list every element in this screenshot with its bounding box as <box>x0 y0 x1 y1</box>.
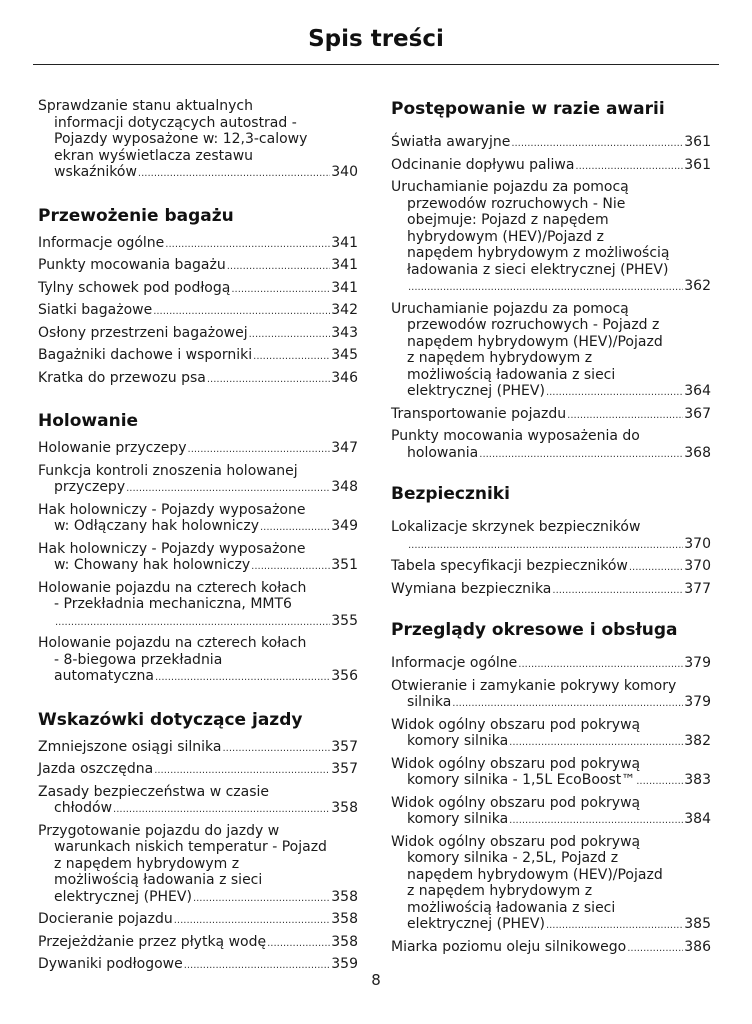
dot-leader <box>552 583 683 600</box>
toc-page-number: 382 <box>684 733 711 749</box>
toc-page-number: 383 <box>684 772 711 788</box>
toc-entry[interactable] <box>391 301 711 402</box>
toc-page-number: 355 <box>331 612 358 629</box>
toc-entry[interactable] <box>38 580 358 632</box>
toc-entry-text: automatyczna <box>54 668 154 684</box>
toc-entry-text: obejmuje: Pojazd z napędem <box>407 212 609 228</box>
toc-entry-text: Przygotowanie pojazdu do jazdy w <box>38 822 280 839</box>
toc-entry-text: elektrycznej (PHEV) <box>407 383 545 399</box>
toc-entry[interactable] <box>391 756 711 791</box>
toc-page-number: 342 <box>331 302 358 318</box>
toc-entry-text: Widok ogólny obszaru pod pokrywą <box>391 794 641 811</box>
toc-entry[interactable] <box>391 678 711 713</box>
toc-entry-text: możliwością ładowania z sieci <box>407 366 616 383</box>
toc-page-number: 379 <box>684 694 711 710</box>
toc-entry-text: Zmniejszone osiągi silnika <box>38 738 222 755</box>
dot-leader <box>546 918 683 935</box>
dot-leader <box>193 891 330 908</box>
dot-leader <box>511 136 683 153</box>
toc-page-number: 370 <box>684 558 711 574</box>
toc-entry-text: Sprawdzanie stanu aktualnych <box>38 98 254 114</box>
section-heading: Holowanie <box>38 411 139 431</box>
toc-entry-text: - 8-biegowa przekładnia <box>54 651 223 668</box>
toc-page-number: 359 <box>331 956 358 972</box>
toc-entry-text: Osłony przestrzeni bagażowej <box>38 324 248 341</box>
dot-leader <box>249 327 331 344</box>
toc-entry-text: Transportowanie pojazdu <box>391 405 567 422</box>
toc-entry[interactable] <box>38 934 358 953</box>
toc-page-number: 347 <box>331 440 358 456</box>
toc-entry-text: Informacje ogólne <box>391 655 518 671</box>
dot-leader <box>629 560 683 577</box>
dot-leader <box>155 670 330 687</box>
toc-page-number: 379 <box>684 655 711 671</box>
toc-entry[interactable] <box>38 739 358 758</box>
toc-page-number: 340 <box>331 164 358 180</box>
toc-page-number: 361 <box>684 134 711 150</box>
dot-leader <box>509 813 683 830</box>
toc-page-number: 377 <box>684 580 711 597</box>
toc-entry[interactable] <box>38 257 358 276</box>
toc-entry[interactable] <box>38 784 358 819</box>
toc-entry[interactable] <box>38 761 358 780</box>
toc-entry-text: holowania <box>407 444 479 461</box>
toc-entry-text: elektrycznej (PHEV) <box>407 916 545 932</box>
toc-entry-text: hybrydowym (HEV)/Pojazd z <box>407 228 604 245</box>
dot-leader <box>253 349 330 366</box>
toc-entry-text: możliwością ładowania z sieci <box>54 872 263 888</box>
dot-leader <box>207 372 330 389</box>
toc-entry[interactable] <box>391 134 711 153</box>
toc-entry-text: ekran wyświetlacza zestawu <box>54 147 254 164</box>
toc-entry-text: Informacje ogólne <box>38 234 165 251</box>
toc-entry-text: - Przekładnia mechaniczna, MMT6 <box>54 596 292 612</box>
toc-entry-text: Dywaniki podłogowe <box>38 956 183 972</box>
toc-entry-text: Holowanie pojazdu na czterech kołach <box>38 635 307 651</box>
toc-entry-text: Miarka poziomu oleju silnikowego <box>391 938 627 955</box>
toc-page-number: 357 <box>331 761 358 777</box>
toc-entry[interactable] <box>38 302 358 321</box>
dot-leader <box>546 385 683 402</box>
toc-entry[interactable] <box>38 98 358 183</box>
dot-leader <box>222 741 330 758</box>
toc-entry-text: Odcinanie dopływu paliwa <box>391 156 575 173</box>
toc-entry-text: Holowanie pojazdu na czterech kołach <box>38 579 307 596</box>
section-heading: Postępowanie w razie awarii <box>391 99 665 119</box>
toc-entry-text: w: Odłączany hak holowniczy <box>54 518 259 534</box>
toc-page-number: 348 <box>331 479 358 495</box>
dot-leader <box>231 282 330 299</box>
toc-page-number: 368 <box>684 444 711 461</box>
toc-entry[interactable] <box>391 655 711 674</box>
dot-leader <box>452 696 683 713</box>
page-number: 8 <box>371 971 381 989</box>
toc-entry-text: Uruchamianie pojazdu za pomocą <box>391 179 629 195</box>
toc-entry-text: z napędem hybrydowym z <box>407 883 593 899</box>
toc-entry[interactable] <box>391 179 711 297</box>
toc-entry[interactable] <box>38 325 358 344</box>
dot-leader <box>174 913 331 930</box>
toc-entry[interactable] <box>391 519 711 554</box>
toc-entry-text: przewodów rozruchowych - Nie <box>407 195 626 212</box>
toc-entry-text: Bagażniki dachowe i wsporniki <box>38 347 253 363</box>
toc-entry-text: chłodów <box>54 800 113 816</box>
dot-leader <box>113 802 330 819</box>
dot-leader <box>518 657 683 674</box>
toc-entry[interactable] <box>38 911 358 930</box>
toc-entry-text: wskaźników <box>54 164 137 180</box>
dot-leader <box>227 259 331 276</box>
toc-entry-text: Tabela specyfikacji bezpieczników <box>391 558 628 574</box>
toc-entry[interactable] <box>38 541 358 576</box>
toc-page-number: 349 <box>331 518 358 534</box>
toc-entry-text: Tylny schowek pod podłogą <box>38 279 231 296</box>
dot-leader <box>267 936 330 953</box>
toc-entry-text: z napędem hybrydowym z <box>54 855 240 872</box>
toc-entry-text: Zasady bezpieczeństwa w czasie <box>38 783 270 800</box>
toc-page-number: 341 <box>331 257 358 273</box>
dot-leader <box>165 237 330 254</box>
toc-entry[interactable] <box>391 406 711 425</box>
section-heading: Przewożenie bagażu <box>38 205 234 226</box>
toc-page-number: 358 <box>331 911 358 927</box>
toc-entry-text: komory silnika - 2,5L, Pojazd z <box>407 850 619 866</box>
dot-leader <box>251 559 330 576</box>
toc-entry-text: Otwieranie i zamykanie pokrywy komory <box>391 677 677 694</box>
toc-entry[interactable] <box>391 717 711 752</box>
toc-entry-text: Widok ogólny obszaru pod pokrywą <box>391 833 641 850</box>
toc-entry[interactable] <box>38 440 358 459</box>
toc-page-number: 358 <box>331 933 358 950</box>
toc-right-column <box>391 98 711 961</box>
toc-entry[interactable] <box>391 834 711 935</box>
toc-page-number: 367 <box>684 405 711 422</box>
dot-leader <box>575 159 683 176</box>
dot-leader <box>260 520 330 537</box>
dot-leader <box>627 941 683 958</box>
toc-entry-text: komory silnika <box>407 811 509 827</box>
toc-entry-text: informacji dotyczących autostrad - <box>54 114 297 131</box>
toc-entry-text: Wymiana bezpiecznika <box>391 580 552 597</box>
toc-entry-text: Widok ogólny obszaru pod pokrywą <box>391 716 641 733</box>
toc-page-number: 362 <box>684 278 711 294</box>
toc-entry-text: komory silnika - 1,5L EcoBoost™ <box>407 772 636 788</box>
toc-entry-text: Uruchamianie pojazdu za pomocą <box>391 300 629 317</box>
toc-entry[interactable] <box>38 347 358 366</box>
toc-entry-text: Widok ogólny obszaru pod pokrywą <box>391 755 641 772</box>
toc-page-number: 386 <box>684 938 711 955</box>
toc-entry-text: możliwością ładowania z sieci <box>407 899 616 916</box>
toc-entry-text: w: Chowany hak holowniczy <box>54 557 251 573</box>
dot-leader <box>636 774 683 791</box>
dot-leader <box>188 442 331 459</box>
toc-entry-text: Lokalizacje skrzynek bezpieczników <box>391 519 641 535</box>
toc-page-number: 356 <box>331 668 358 684</box>
toc-entry-text: Funkcja kontroli znoszenia holowanej <box>38 462 298 479</box>
section-heading: Wskazówki dotyczące jazdy <box>38 709 303 730</box>
toc-entry-text: napędem hybrydowym (HEV)/Pojazd <box>407 866 663 883</box>
dot-leader <box>153 304 330 321</box>
toc-entry-text: Hak holowniczy - Pojazdy wyposażone <box>38 501 306 518</box>
toc-page-number: 343 <box>331 324 358 341</box>
toc-page-number: 341 <box>331 279 358 296</box>
dot-leader <box>567 408 683 425</box>
toc-entry[interactable] <box>38 635 358 687</box>
toc-entry[interactable] <box>391 795 711 830</box>
dot-leader <box>126 481 330 498</box>
toc-page-number: 357 <box>331 738 358 755</box>
page-title: Spis treści <box>308 26 444 52</box>
toc-entry-text: warunkach niskich temperatur - Pojazd <box>54 839 327 855</box>
toc-entry[interactable] <box>38 370 358 389</box>
toc-entry[interactable] <box>391 939 711 958</box>
dot-leader <box>154 763 330 780</box>
toc-entry-text: Kratka do przewozu psa <box>38 369 206 386</box>
toc-entry-text: Pojazdy wyposażone w: 12,3-calowy <box>54 131 308 147</box>
toc-entry-text: Jazda oszczędna <box>38 761 154 777</box>
toc-entry-text: napędem hybrydowym z możliwością <box>407 245 670 261</box>
toc-entry-text: Punkty mocowania wyposażenia do <box>391 428 640 444</box>
toc-left-column <box>38 98 358 979</box>
toc-entry[interactable] <box>38 280 358 299</box>
toc-entry-text: z napędem hybrydowym z <box>407 350 593 366</box>
section-heading: Przeglądy okresowe i obsługa <box>391 620 678 640</box>
dot-leader <box>479 447 683 464</box>
toc-page-number: 361 <box>684 156 711 173</box>
toc-entry-text: Światła awaryjne <box>391 134 511 150</box>
dot-leader <box>55 615 330 632</box>
toc-entry-text: elektrycznej (PHEV) <box>54 888 192 905</box>
toc-entry-text: Przejeżdżanie przez płytką wodę <box>38 933 267 950</box>
toc-entry-text: silnika <box>407 694 452 710</box>
toc-entry[interactable] <box>38 235 358 254</box>
toc-page-number: 346 <box>331 369 358 386</box>
section-heading: Bezpieczniki <box>391 484 510 504</box>
toc-page-number: 385 <box>684 916 711 932</box>
toc-entry-text: Punkty mocowania bagażu <box>38 257 226 273</box>
toc-page-number: 384 <box>684 811 711 827</box>
toc-entry[interactable] <box>391 428 711 463</box>
toc-entry-text: przyczepy <box>54 479 126 495</box>
toc-page-number: 364 <box>684 383 711 399</box>
toc-entry-text: ładowania z sieci elektrycznej (PHEV) <box>407 261 669 278</box>
toc-page-number: 341 <box>331 234 358 251</box>
toc-entry[interactable] <box>38 502 358 537</box>
dot-leader <box>408 538 683 555</box>
dot-leader <box>408 280 683 297</box>
toc-entry-text: Siatki bagażowe <box>38 302 153 318</box>
toc-entry-text: przewodów rozruchowych - Pojazd z <box>407 317 660 333</box>
toc-entry[interactable] <box>38 823 358 908</box>
toc-entry[interactable] <box>391 157 711 176</box>
title-divider <box>33 64 719 65</box>
toc-entry-text: Docieranie pojazdu <box>38 911 173 927</box>
toc-entry[interactable] <box>391 558 711 577</box>
toc-entry-text: Hak holowniczy - Pojazdy wyposażone <box>38 540 306 557</box>
toc-entry-text: napędem hybrydowym (HEV)/Pojazd <box>407 333 663 350</box>
toc-entry[interactable] <box>391 581 711 600</box>
toc-page-number: 358 <box>331 800 358 816</box>
dot-leader <box>509 735 683 752</box>
toc-page-number: 351 <box>331 557 358 573</box>
toc-page-number: 370 <box>684 535 711 552</box>
toc-entry-text: Holowanie przyczepy <box>38 440 187 456</box>
toc-entry[interactable] <box>38 463 358 498</box>
toc-page-number: 358 <box>331 888 358 905</box>
toc-page-number: 345 <box>331 347 358 363</box>
dot-leader <box>138 166 330 183</box>
toc-entry-text: komory silnika <box>407 733 509 749</box>
